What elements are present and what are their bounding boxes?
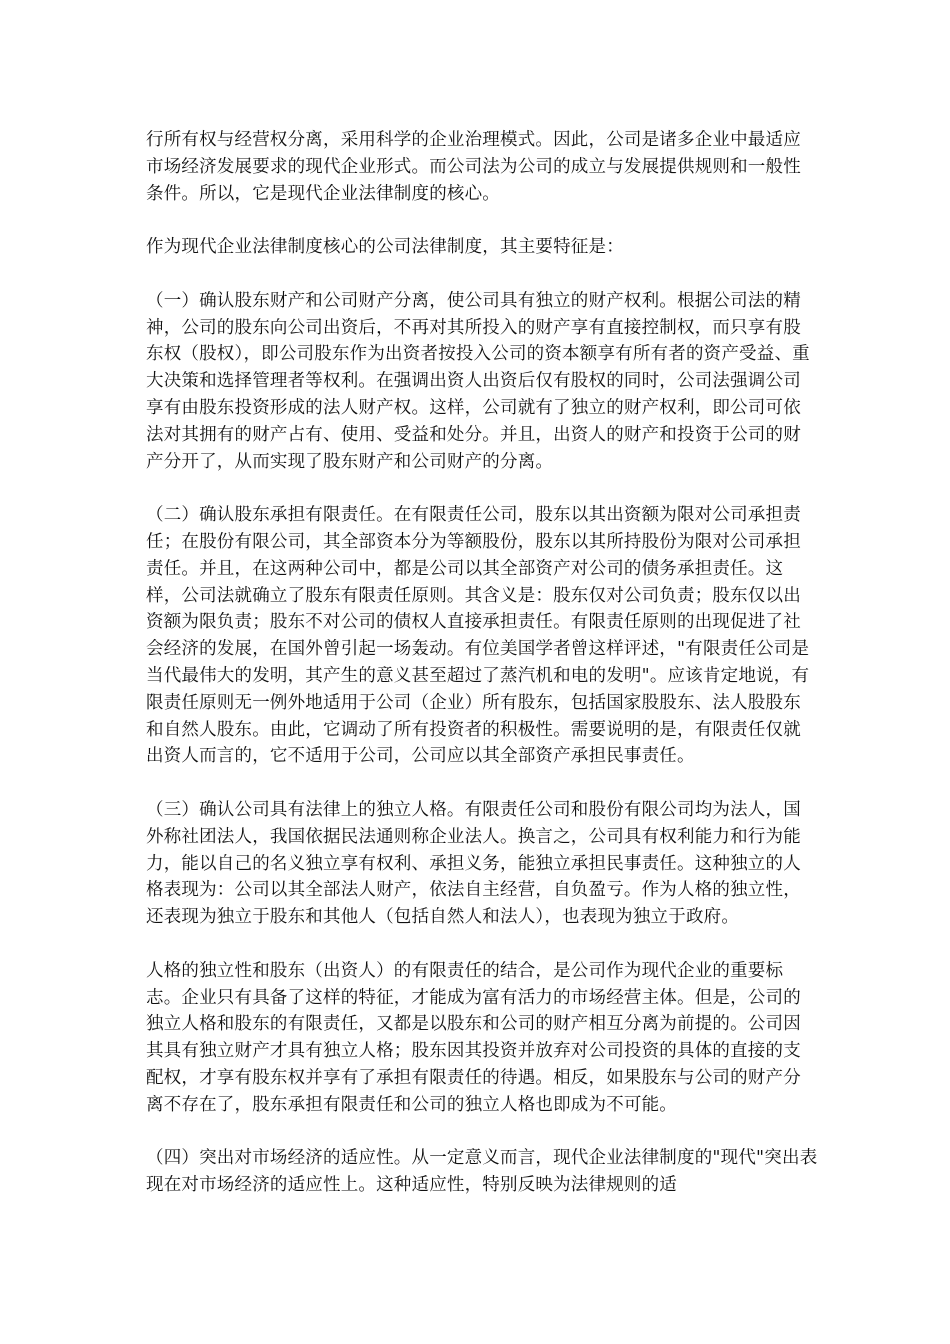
paragraph-feature-4: （四）突出对市场经济的适应性。从一定意义而言，现代企业法律制度的"现代"突出表现在对市场经济的适应性上。这种适应性，特别反映为法律规则的适 [146, 1148, 818, 1196]
paragraph-feature-3: （三）确认公司具有法律上的独立人格。有限责任公司和股份有限公司均为法人，国外称社团法人，我国依据民法通则称企业法人。换言之，公司具有权利能力和行为能力，能以自己的名义独立享有权利、承担义务，能独立承担民事责任。这种独立的人格表现为：公司以其全部法人财产，依法自主经营，自负盈亏。作为人格的独立性，还表现为独立于股东和其他人（包括自然人和法人），也表现为独立于政府。 [146, 799, 801, 928]
document-body [146, 127, 818, 1226]
paragraph-intro: 行所有权与经营权分离，采用科学的企业治理模式。因此，公司是诸多企业中最适应市场经济发展要求的现代企业形式。而公司法为公司的成立与发展提供规则和一般性条件。所以，它是现代企业法律制度的核心。 [146, 130, 801, 204]
paragraph-feature-1: （一）确认股东财产和公司财产分离，使公司具有独立的财产权利。根据公司法的精神，公司的股东向公司出资后，不再对其所投入的财产享有直接控制权，而只享有股东权（股权），即公司股东作为出资者按投入公司的资本额享有所有者的资产受益、重大决策和选择管理者等权利。在强调出资人出资后仅有股权的同时，公司法强调公司享有由股东投资形成的法人财产权。这样，公司就有了独立的财产权利，即公司可依法对其拥有的财产占有、使用、受益和处分。并且，出资人的财产和投资于公司的财产分开了，从而实现了股东财产和公司财产的分离。 [146, 290, 810, 472]
paragraph-independence-summary: 人格的独立性和股东（出资人）的有限责任的结合，是公司作为现代企业的重要标志。企业只有具备了这样的特征，才能成为富有活力的市场经营主体。但是，公司的独立人格和股东的有限责任，又都是以股东和公司的财产相互分离为前提的。公司因其具有独立财产才具有独立人格；股东因其投资并放弃对公司投资的具体的直接的支配权，才享有股东权并享有了承担有限责任的待遇。相反，如果股东与公司的财产分离不存在了，股东承担有限责任和公司的独立人格也即成为不可能。 [146, 960, 801, 1115]
paragraph-feature-2: （二）确认股东承担有限责任。在有限责任公司，股东以其出资额为限对公司承担责任；在股份有限公司，其全部资本分为等额股份，股东以其所持股份为限对公司承担责任。并且，在这两种公司中，都是公司以其全部资产对公司的债务承担责任。这样，公司法就确立了股东有限责任原则。其含义是：股东仅对公司负责；股东仅以出资额为限负责；股东不对公司的债权人直接承担责任。有限责任原则的出现促进了社会经济的发展，在国外曾引起一场轰动。有位美国学者曾这样评述，"有限责任公司是当代最伟大的发明，其产生的意义甚至超过了蒸汽机和电的发明"。应该肯定地说，有限责任原则无一例外地适用于公司（企业）所有股东，包括国家股股东、法人股股东和自然人股东。由此，它调动了所有投资者的积极性。需要说明的是，有限责任仅就出资人而言的，它不适用于公司，公司应以其全部资产承担民事责任。 [146, 505, 810, 767]
paragraph-features-heading: 作为现代企业法律制度核心的公司法律制度，其主要特征是： [146, 237, 624, 258]
